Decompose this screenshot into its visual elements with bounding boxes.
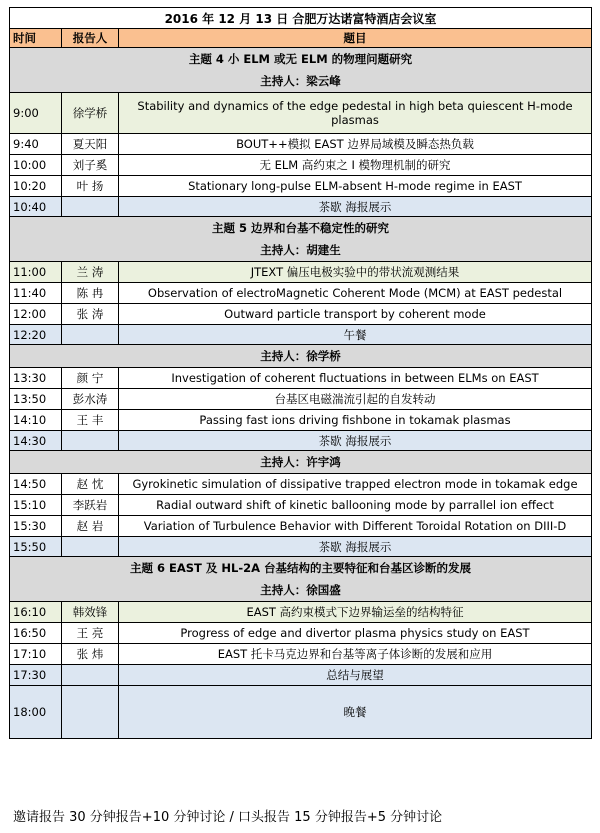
talk-title: Observation of electroMagnetic Coherent Mode (MCM) at EAST pedestal [119,283,592,304]
talk-time: 10:20 [10,176,62,197]
column-header-speaker: 报告人 [62,29,119,48]
talk-speaker: 韩效锋 [62,602,119,623]
talk-row [10,665,592,686]
talk-row [10,410,592,431]
talk-row [10,262,592,283]
talk-speaker: 赵 忱 [62,474,119,495]
talk-time: 14:50 [10,474,62,495]
session-header-cell [10,217,592,262]
session-chair: 主持人：许宇鸿 [260,455,341,469]
break-speaker-empty [62,537,119,557]
break-time: 15:50 [10,537,62,557]
talk-speaker: 张 炜 [62,644,119,665]
break-speaker-empty [62,197,119,217]
session-chair: 主持人：徐学桥 [260,349,341,363]
session-header-cell [10,451,592,474]
session-theme: 主题 4 小 ELM 或无 ELM 的物理问题研究 [188,52,413,66]
talk-row [10,134,592,155]
break-time: 14:30 [10,431,62,451]
talk-title: Variation of Turbulence Behavior with Different Toroidal Rotation on DIII-D [119,516,592,537]
talk-row [10,176,592,197]
talk-row [10,389,592,410]
break-label: 午餐 [119,325,592,345]
talk-time: 9:40 [10,134,62,155]
session-chair: 主持人：徐国盛 [260,583,341,597]
talk-title: EAST 托卡马克边界和台基等离子体诊断的发展和应用 [119,644,592,665]
schedule-table [9,7,592,739]
talk-row [10,516,592,537]
talk-title: 晚餐 [119,686,592,739]
break-row [10,431,592,451]
talk-title: BOUT++模拟 EAST 边界局域模及瞬态热负载 [119,134,592,155]
talk-speaker: 张 涛 [62,304,119,325]
talk-speaker [62,686,119,739]
talk-row [10,155,592,176]
talk-time: 17:10 [10,644,62,665]
session-header-row [10,217,592,262]
talk-title: Investigation of coherent fluctuations in between ELMs on EAST [119,368,592,389]
session-header-row [10,48,592,93]
session-chair: 主持人：胡建生 [260,243,341,257]
break-row [10,325,592,345]
session-header-cell [10,48,592,93]
talk-row [10,644,592,665]
talk-title: Progress of edge and divertor plasma physics study on EAST [119,623,592,644]
break-row [10,197,592,217]
schedule-header-row [10,8,592,29]
talk-title: Stability and dynamics of the edge pedestal in high beta quiescent H-mode plasmas [119,93,592,134]
talk-speaker: 兰 涛 [62,262,119,283]
column-header-row [10,29,592,48]
talk-time: 10:00 [10,155,62,176]
talk-time: 16:10 [10,602,62,623]
session-header-row [10,451,592,474]
session-header-cell [10,557,592,602]
talk-speaker: 夏天阳 [62,134,119,155]
talk-title: 无 ELM 高约束之 I 模物理机制的研究 [119,155,592,176]
talk-time: 13:30 [10,368,62,389]
talk-title: Outward particle transport by coherent mode [119,304,592,325]
talk-speaker: 赵 岩 [62,516,119,537]
break-speaker-empty [62,431,119,451]
break-time: 12:20 [10,325,62,345]
talk-row [10,283,592,304]
talk-time: 18:00 [10,686,62,739]
break-row [10,537,592,557]
talk-time: 9:00 [10,93,62,134]
talk-speaker: 李跃岩 [62,495,119,516]
talk-time: 13:50 [10,389,62,410]
break-label: 茶歇 海报展示 [119,197,592,217]
talk-title: Radial outward shift of kinetic ballooning mode by parrallel ion effect [119,495,592,516]
break-label: 茶歇 海报展示 [119,431,592,451]
column-header-time: 时间 [10,29,62,48]
session-header-cell [10,345,592,368]
session-header-row [10,557,592,602]
talk-title: 台基区电磁湍流引起的自发转动 [119,389,592,410]
talk-time: 11:40 [10,283,62,304]
break-label: 茶歇 海报展示 [119,537,592,557]
talk-time: 14:10 [10,410,62,431]
talk-row [10,623,592,644]
session-theme: 主题 5 边界和台基不稳定性的研究 [211,221,389,235]
schedule-date-location: 2016 年 12 月 13 日 合肥万达诺富特酒店会议室 [10,8,592,29]
talk-speaker: 颜 宁 [62,368,119,389]
talk-speaker: 彭水涛 [62,389,119,410]
talk-time: 15:30 [10,516,62,537]
talk-speaker [62,665,119,686]
talk-time: 16:50 [10,623,62,644]
column-header-title: 题目 [119,29,592,48]
talk-speaker: 王 亮 [62,623,119,644]
talk-time: 11:00 [10,262,62,283]
talk-row [10,368,592,389]
talk-row [10,602,592,623]
talk-title: Gyrokinetic simulation of dissipative trapped electron mode in tokamak edge [119,474,592,495]
talk-row [10,495,592,516]
talk-row [10,93,592,134]
session-chair: 主持人：梁云峰 [260,74,341,88]
talk-row [10,474,592,495]
break-time: 10:40 [10,197,62,217]
talk-row [10,304,592,325]
talk-title: 总结与展望 [119,665,592,686]
session-theme: 主题 6 EAST 及 HL-2A 台基结构的主要特征和台基区诊断的发展 [129,561,472,575]
schedule-footnote: 邀请报告 30 分钟报告+10 分钟讨论 / 口头报告 15 分钟报告+5 分钟讨论 [13,810,443,825]
talk-title: JTEXT 偏压电极实验中的带状流观测结果 [119,262,592,283]
dinner-row [10,686,592,739]
talk-time: 17:30 [10,665,62,686]
talk-time: 15:10 [10,495,62,516]
talk-speaker: 叶 扬 [62,176,119,197]
talk-title: EAST 高约束模式下边界输运垒的结构特征 [119,602,592,623]
talk-speaker: 王 丰 [62,410,119,431]
talk-speaker: 刘子奚 [62,155,119,176]
talk-title: Passing fast ions driving fishbone in tokamak plasmas [119,410,592,431]
session-header-row [10,345,592,368]
talk-speaker: 陈 冉 [62,283,119,304]
talk-title: Stationary long-pulse ELM-absent H-mode regime in EAST [119,176,592,197]
talk-time: 12:00 [10,304,62,325]
talk-speaker: 徐学桥 [62,93,119,134]
break-speaker-empty [62,325,119,345]
